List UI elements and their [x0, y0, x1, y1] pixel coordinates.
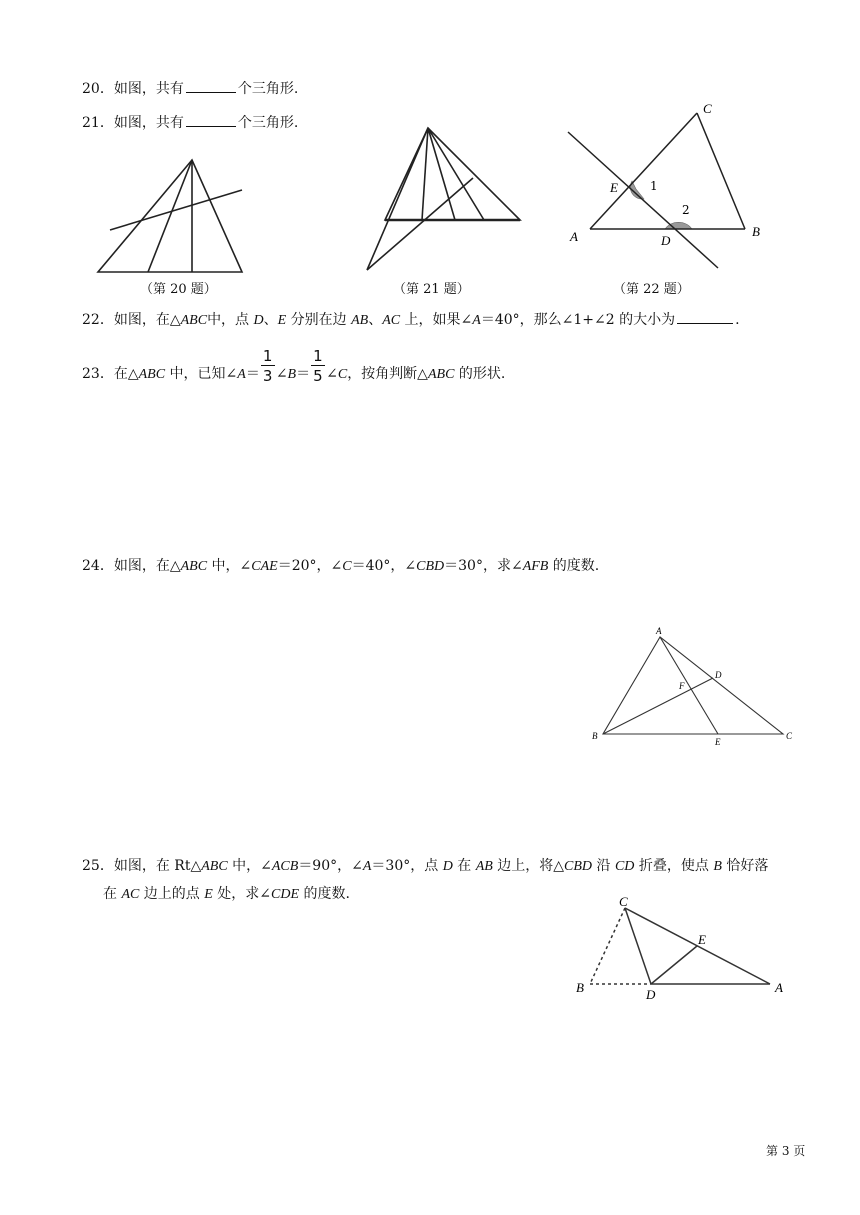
q25-var: CD — [614, 859, 635, 874]
page-number: 第 3 页 — [766, 1144, 806, 1158]
q22-var: E — [277, 313, 287, 328]
q25-text: ＝30°，点 — [371, 858, 443, 874]
fig22-label-A: A — [570, 229, 578, 244]
figure-22 — [568, 101, 760, 268]
figure-20 — [98, 160, 242, 272]
q22-text: 分别在边 — [286, 312, 352, 328]
q21-text-end: 个三角形. — [237, 115, 299, 131]
q23-text: 中，已知∠ — [165, 366, 238, 382]
q24-number: 24． — [82, 558, 114, 574]
q25-text: 如图，在 Rt△ — [113, 858, 202, 874]
q24-text: ＝40°，∠ — [351, 558, 417, 574]
figure-21 — [367, 128, 520, 270]
fig22-angle-2: 2 — [682, 203, 690, 217]
q25-var: A — [362, 859, 372, 874]
q20-number: 20． — [82, 81, 114, 97]
q24-var: AFB — [522, 559, 549, 574]
question-25-line-2 — [103, 884, 350, 905]
q25-var: AC — [121, 887, 140, 902]
figure-25 — [576, 894, 783, 1002]
q23-number: 23． — [82, 366, 114, 382]
question-22 — [82, 309, 740, 331]
q25-var: AB — [475, 859, 493, 874]
fig24-label-D: D — [715, 670, 722, 680]
q25-var: ABC — [201, 859, 228, 874]
fig25-label-A: A — [775, 980, 783, 995]
q24-text: ＝20°，∠ — [277, 558, 343, 574]
caption-fig-20: （第 20 题） — [140, 282, 217, 297]
q25-var: B — [713, 859, 722, 874]
fig24-label-B: B — [592, 731, 598, 741]
fig22-angle-1: 1 — [650, 179, 658, 193]
q24-text: ＝30°，求∠ — [444, 558, 523, 574]
q24-text: 的度数. — [548, 558, 600, 574]
q23-text: ＝ — [296, 366, 311, 382]
q25-text: 沿 — [592, 858, 615, 874]
fig25-label-E: E — [698, 932, 706, 947]
q25-text: ＝90°，∠ — [298, 858, 363, 874]
fig25-label-C: C — [619, 894, 628, 909]
fig24-label-C: C — [786, 731, 793, 741]
q24-var: C — [342, 559, 352, 574]
q23-text: ∠ — [326, 366, 338, 382]
q24-text: 如图，在△ — [113, 558, 181, 574]
fraction-numerator: 1 — [262, 347, 273, 365]
q24-var: CAE — [251, 559, 278, 574]
q25-var: D — [442, 859, 453, 874]
q22-var: ABC — [180, 313, 208, 328]
fraction-one-fifth — [311, 347, 325, 385]
q25-number: 25． — [82, 858, 114, 874]
question-24 — [82, 556, 599, 577]
q24-var: CBD — [416, 559, 445, 574]
q22-text: 上，如果∠ — [400, 312, 473, 328]
q25-var: E — [204, 887, 213, 902]
caption-fig-22: （第 22 题） — [613, 282, 690, 297]
answer-blank[interactable] — [677, 309, 733, 324]
q21-number: 21． — [82, 115, 114, 131]
fig22-label-D: D — [661, 233, 671, 248]
q23-var: ABC — [138, 367, 166, 382]
q25-text: 处，求∠ — [212, 886, 271, 902]
q20-text-end: 个三角形. — [237, 81, 299, 97]
q23-var: A — [237, 367, 246, 382]
q23-var: ABC — [427, 367, 455, 382]
q25-text: 恰好落 — [721, 858, 769, 874]
fraction-denominator: 3 — [262, 367, 273, 385]
q22-text: 如图，在△ — [113, 312, 181, 328]
q22-var: D — [253, 313, 264, 328]
figure-24 — [592, 626, 793, 747]
question-23 — [82, 347, 506, 385]
fig25-label-B: B — [576, 980, 584, 995]
q20-text: 如图，共有 — [113, 81, 184, 97]
fraction-numerator: 1 — [313, 347, 323, 365]
q22-number: 22． — [82, 312, 114, 328]
q23-text: ＝ — [245, 366, 260, 382]
fig22-label-B: B — [752, 224, 760, 239]
q22-var: AC — [382, 313, 401, 328]
q23-var: C — [337, 367, 348, 382]
q22-text: 、 — [263, 312, 278, 328]
q25-var: CBD — [564, 859, 593, 874]
fig24-label-A: A — [656, 626, 662, 636]
fraction-denominator: 5 — [313, 367, 323, 385]
q23-text: ，按角判断△ — [347, 366, 428, 382]
q22-text: . — [735, 312, 740, 328]
q25-text: 边上，将△ — [492, 858, 565, 874]
q25-text: 在 — [103, 886, 122, 902]
fig24-label-E: E — [715, 737, 721, 747]
q24-text: 中，∠ — [207, 558, 252, 574]
q25-text: 折叠，使点 — [634, 858, 714, 874]
fraction-one-third — [261, 347, 275, 385]
q25-text: 在 — [452, 858, 476, 874]
fig24-label-F: F — [679, 681, 685, 691]
fig25-label-D: D — [646, 987, 656, 1002]
fig22-label-E: E — [610, 180, 618, 195]
q23-text: 的形状. — [454, 366, 506, 382]
fig22-label-C: C — [703, 101, 712, 116]
question-25-line-1 — [82, 856, 768, 877]
q22-var: AB — [351, 313, 369, 328]
q23-text: 在△ — [113, 366, 139, 382]
q23-var: B — [287, 367, 297, 382]
q22-text: ＝40°，那么∠1+∠2 的大小为 — [480, 312, 676, 328]
q25-text: 中，∠ — [227, 858, 272, 874]
q24-var: ABC — [180, 559, 208, 574]
q25-var: CDE — [271, 887, 299, 902]
q25-text: 的度数. — [299, 886, 350, 902]
q22-text: 中，点 — [207, 312, 254, 328]
q22-text: 、 — [368, 312, 383, 328]
q25-var: ACB — [271, 859, 299, 874]
q25-text: 边上的点 — [139, 886, 205, 902]
q23-text: ∠ — [275, 366, 288, 382]
q22-var: A — [472, 313, 481, 328]
q21-text: 如图，共有 — [113, 115, 184, 131]
caption-fig-21: （第 21 题） — [393, 282, 470, 297]
